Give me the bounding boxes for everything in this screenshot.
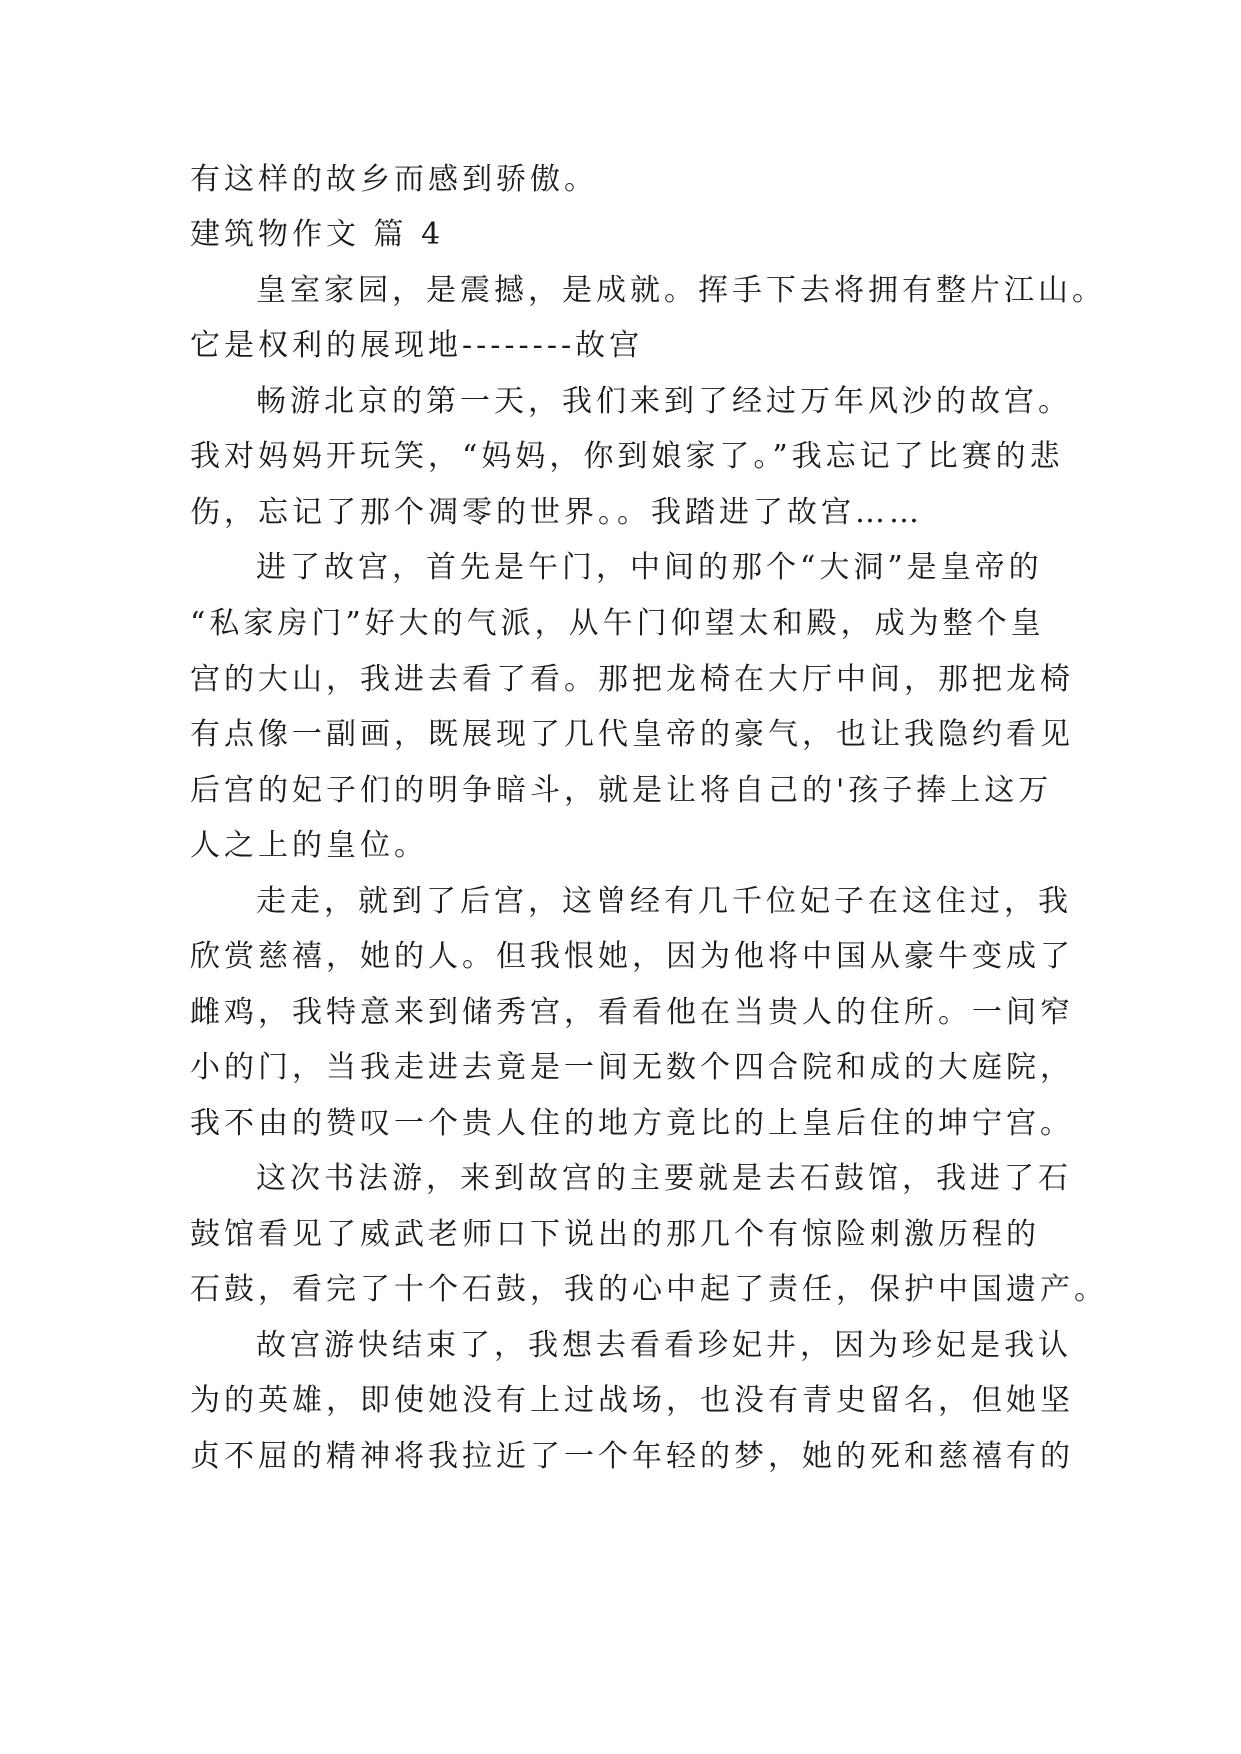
paragraph-line: 后宫的妃子们的明争暗斗，就是让将自己的'孩子捧上这万: [190, 773, 1053, 808]
paragraph-line: 小的门，当我走进去竟是一间无数个四合院和成的大庭院，: [190, 1050, 1074, 1085]
paragraph-line: 畅游北京的第一天，我们来到了经过万年风沙的故宫。: [256, 384, 1072, 419]
paragraph-line: 雌鸡，我特意来到储秀宫，看看他在当贵人的住所。一间窄: [190, 995, 1074, 1030]
paragraph-line: 石鼓，看完了十个石鼓，我的心中起了责任，保护中国遗产。: [190, 1272, 1108, 1307]
section-heading: 建筑物作文 篇 4: [190, 217, 445, 252]
paragraph-line: 我不由的赞叹一个贵人住的地方竟比的上皇后住的坤宁宫。: [190, 1106, 1074, 1141]
paragraph-line: 伤，忘记了那个凋零的世界。。我踏进了故宫……: [190, 495, 923, 530]
paragraph-line: 进了故宫，首先是午门，中间的那个“大洞”是皇帝的: [256, 550, 1043, 585]
paragraph-line: 为的英雄，即使她没有上过战场，也没有青史留名，但她坚: [190, 1383, 1074, 1418]
paragraph-line: 人之上的皇位。: [190, 828, 428, 863]
paragraph-line: 宫的大山，我进去看了看。那把龙椅在大厅中间，那把龙椅: [190, 662, 1074, 697]
paragraph-line: 它是权利的展现地--------故宫: [190, 328, 644, 363]
text-line: 有这样的故乡而感到骄傲。: [190, 162, 598, 197]
paragraph-line: 鼓馆看见了威武老师口下说出的那几个有惊险刺激历程的: [190, 1217, 1040, 1252]
paragraph-line: 这次书法游，来到故宫的主要就是去石鼓馆，我进了石: [256, 1161, 1072, 1196]
paragraph-line: “私家房门”好大的气派，从午门仰望太和殿，成为整个皇: [190, 606, 1045, 641]
paragraph-line: 皇室家园，是震撼，是成就。挥手下去将拥有整片江山。: [256, 273, 1106, 308]
paragraph-line: 故宫游快结束了，我想去看看珍妃井，因为珍妃是我认: [256, 1328, 1072, 1363]
paragraph-line: 我对妈妈开玩笑，“妈妈，你到娘家了。”我忘记了比赛的悲: [190, 439, 1064, 474]
paragraph-line: 贞不屈的精神将我拉近了一个年轻的梦，她的死和慈禧有的: [190, 1439, 1074, 1474]
paragraph-line: 有点像一副画，既展现了几代皇帝的豪气，也让我隐约看见: [190, 717, 1074, 752]
paragraph-line: 走走，就到了后宫，这曾经有几千位妃子在这住过，我: [256, 884, 1072, 919]
paragraph-line: 欣赏慈禧，她的人。但我恨她，因为他将中国从豪牛变成了: [190, 939, 1074, 974]
